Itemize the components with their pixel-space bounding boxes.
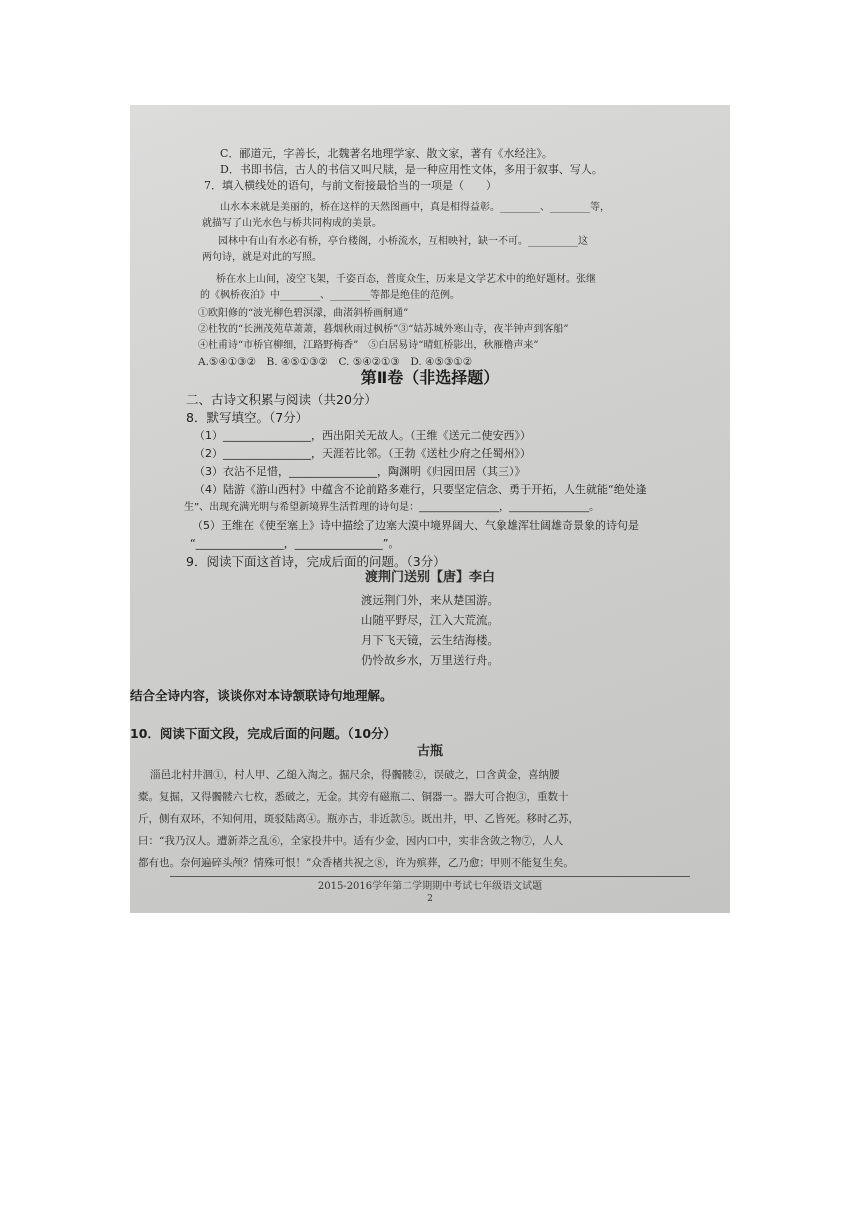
mc-line: C．郦道元，字善长，北魏著名地理学家、散文家，著有《水经注》。 bbox=[220, 147, 553, 160]
fill-blank-4: （4）陆游《游山西村》中蕴含不论前路多难行，只要坚定信念、勇于开拓，人生就能“绝处逢 bbox=[194, 483, 647, 496]
fill-blank-5-cont: “________________，________________”。 bbox=[190, 537, 400, 550]
fill-blank-5: （5）王维在《使至塞上》诗中描绘了边塞大漠中境界阔大、气象雄浑壮阔雄奇景象的诗句是 bbox=[192, 519, 639, 532]
scanned-exam-page bbox=[130, 105, 730, 913]
passage-line: 斤，侧有双环，不知何用，斑驳陆离④。瓶亦古，非近款⑤。既出井，甲、乙皆死。移时乙苏， bbox=[138, 813, 579, 825]
option-line: ②杜牧的“长洲茂苑草萧萧，暮烟秋雨过枫桥”③“姑苏城外寒山寺，夜半钟声到客船” bbox=[198, 324, 569, 335]
mc-line: 园林中有山有水必有桥，亭台楼阁，小桥流水，互相映衬，缺一不可。__________这 bbox=[218, 236, 588, 247]
option-line: ④杜甫诗“市桥官柳细，江路野梅香” ⑤白居易诗“晴虹桥影出，秋雁橹声来” bbox=[198, 340, 539, 351]
question-10: 10．阅读下面文段，完成后面的问题。（10分） bbox=[130, 726, 397, 741]
poem-line: 仍怜故乡水，万里送行舟。 bbox=[361, 653, 499, 667]
fill-blank-3: （3）衣沾不足惜，________________，陶渊明《归园田居（其三）》 bbox=[194, 465, 526, 478]
answer-options: A.⑤④①③② B. ④⑤①③② C. ⑤④②①③ D. ④⑤③①② bbox=[198, 356, 473, 368]
poem-title: 渡荆门送别【唐】李白 bbox=[364, 570, 495, 585]
fill-blank-1: （1）________________，西出阳关无故人。（王维《送元二使安西》） bbox=[194, 429, 531, 442]
poem-line: 渡远荆门外，来从楚国游。 bbox=[361, 593, 499, 607]
footer-rule bbox=[170, 876, 690, 877]
passage-line: 都有也。奈何遍碎头颅？情殊可恨！”众香楮共祝之⑧，许为殡葬，乙乃愈；甲则不能复生矣。 bbox=[138, 857, 574, 869]
page-number: 2 bbox=[427, 894, 433, 904]
fill-blank-4-cont: 生”、出现充满光明与希望新境界生活哲理的诗句是：________________，________________。 bbox=[184, 502, 600, 513]
mc-line: 的《枫桥夜泊》中________、________等都是绝佳的范例。 bbox=[200, 290, 460, 301]
poem-line: 月下飞天镜，云生结海楼。 bbox=[361, 633, 499, 647]
passage-line: 淄邑北村井涸①，村人甲、乙缒入淘之。掘尺余，得髑髅②，误破之，口含黄金，喜纳腰 bbox=[150, 769, 560, 781]
option-line: ①欧阳修的“波光柳色碧溟濛，曲渚斜桥画舸通” bbox=[198, 308, 409, 319]
passage-title: 古瓶 bbox=[416, 744, 443, 759]
question-8: 8．默写填空。（7分） bbox=[186, 410, 309, 425]
question-9: 9．阅读下面这首诗，完成后面的问题。（3分） bbox=[186, 554, 446, 569]
mc-line: 两句诗，就是对此的写照。 bbox=[202, 252, 322, 263]
mc-line: D．书即书信，古人的书信又叫尺牍，是一种应用性文体，多用于叙事、写人。 bbox=[220, 163, 603, 176]
question-9-prompt: 结合全诗内容，谈谈你对本诗颔联诗句地理解。 bbox=[130, 688, 393, 703]
passage-line: 橐。复掘，又得髑髅六七枚，悉破之，无金。其旁有磁瓶二、铜器一。器大可合抱③，重数十 bbox=[138, 791, 569, 803]
fill-blank-2: （2）________________，天涯若比邻。（王勃《送杜少府之任蜀州》） bbox=[194, 447, 531, 460]
question-7: 7．填入横线处的语句，与前文衔接最恰当的一项是（ ） bbox=[204, 179, 497, 192]
section-heading: 二、古诗文积累与阅读（共20分） bbox=[186, 392, 377, 407]
mc-line: 山水本来就是美丽的，桥在这样的天然图画中，真是相得益彰。________、________等， bbox=[220, 202, 610, 213]
mc-line: 就描写了山光水色与桥共同构成的美景。 bbox=[202, 218, 382, 229]
page-footer: 2015-2016学年第二学期期中考试七年级语文试题 bbox=[317, 881, 543, 892]
volume-title: 第Ⅱ卷（非选择题） bbox=[360, 368, 500, 387]
poem-line: 山随平野尽，江入大荒流。 bbox=[361, 613, 499, 627]
mc-line: 桥在水上山间，凌空飞架，千姿百态，普度众生，历来是文学艺术中的绝好题材。张继 bbox=[216, 274, 596, 285]
passage-line: 曰：“我乃汉人。遭新莽之乱⑥，全家投井中。适有少金，因内口中，实非含敛之物⑦，人人 bbox=[138, 835, 564, 847]
